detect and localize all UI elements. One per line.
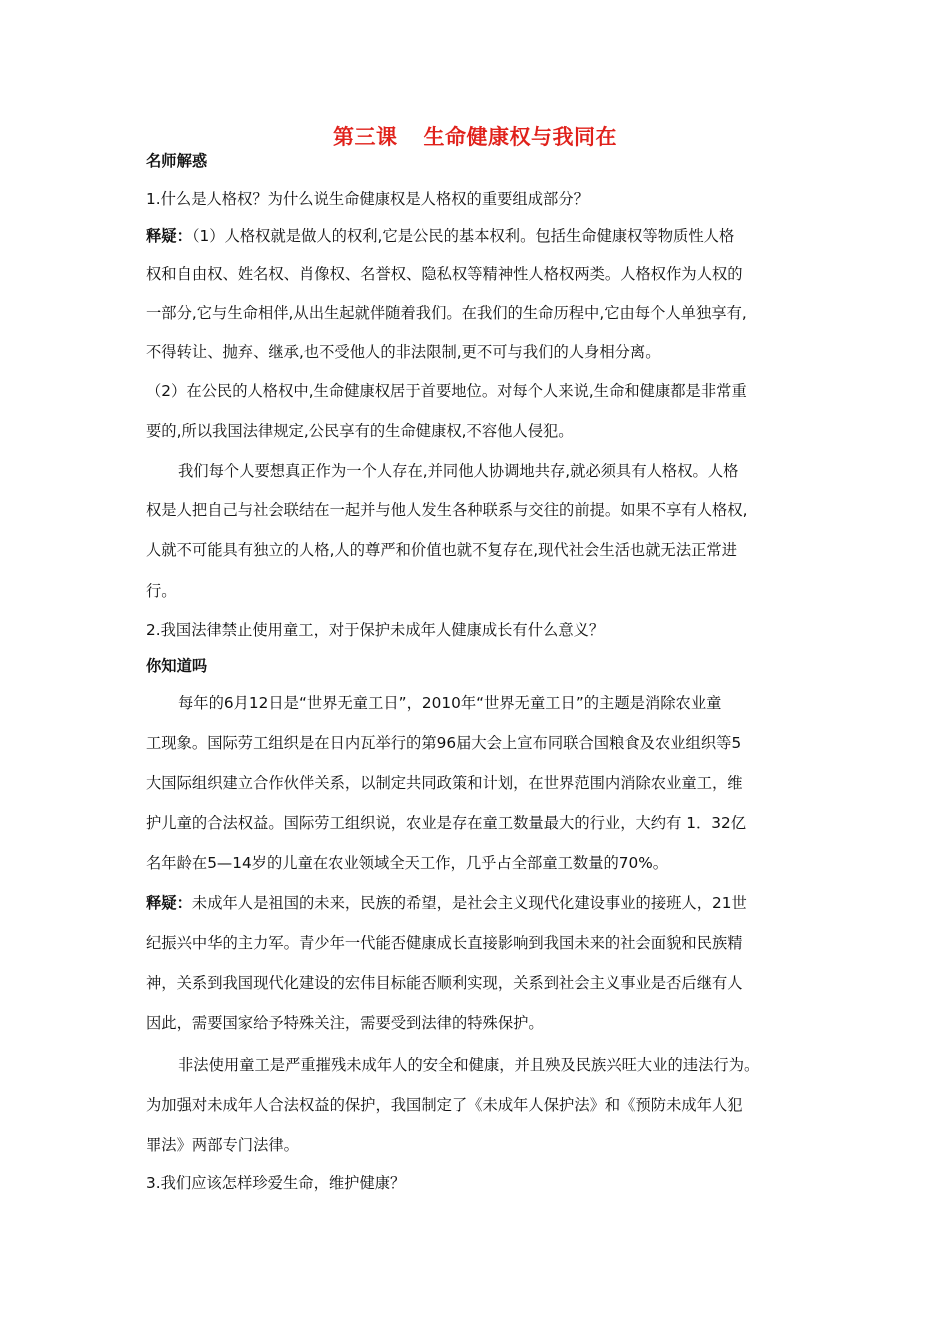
answer-2-line-1: 释疑：未成年人是祖国的未来，民族的希望，是社会主义现代化建设事业的接班人，21世 (146, 894, 747, 912)
section-heading-know: 你知道吗 (146, 657, 208, 675)
answer-1-line-9: 人就不可能具有独立的人格,人的尊严和价值也就不复存在,现代社会生活也就无法正常进 (146, 541, 738, 559)
answer-1-line-5: （2）在公民的人格权中,生命健康权居于首要地位。对每个人来说,生命和健康都是非常重 (146, 382, 747, 400)
page-title (0, 121, 950, 151)
know-line-1: 每年的6月12日是“世界无童工日”，2010年“世界无童工日”的主题是消除农业童 (178, 694, 722, 712)
question-2: 2.我国法律禁止使用童工，对于保护未成年人健康成长有什么意义？ (146, 621, 605, 639)
answer-1-line-1: 释疑：（1）人格权就是做人的权利,它是公民的基本权利。包括生命健康权等物质性人格 (146, 227, 735, 245)
title-lesson: 第三课 (333, 125, 398, 149)
question-1: 1.什么是人格权？为什么说生命健康权是人格权的重要组成部分？ (146, 190, 589, 208)
know-line-4: 护儿童的合法权益。国际劳工组织说，农业是存在童工数量最大的行业，大约有 1．32亿 (146, 814, 747, 832)
answer-1-line-6: 要的,所以我国法律规定,公民享有的生命健康权,不容他人侵犯。 (146, 422, 574, 440)
know-line-2: 工现象。国际劳工组织是在日内瓦举行的第96届大会上宣布同联合国粮食及农业组织等5 (146, 734, 742, 752)
answer-2-line-2: 纪振兴中华的主力军。青少年一代能否健康成长直接影响到我国未来的社会面貌和民族精 (146, 934, 743, 952)
answer-1-line-3: 一部分,它与生命相伴,从出生起就伴随着我们。在我们的生命历程中,它由每个人单独享有, (146, 304, 747, 322)
answer-1-line-4: 不得转让、抛弃、继承,也不受他人的非法限制,更不可与我们的人身相分离。 (146, 343, 661, 361)
know-line-3: 大国际组织建立合作伙伴关系，以制定共同政策和计划，在世界范围内消除农业童工，维 (146, 774, 743, 792)
answer-2-line-5: 非法使用童工是严重摧残未成年人的安全和健康，并且殃及民族兴旺大业的违法行为。 (178, 1056, 760, 1074)
answer-1-line-8: 权是人把自己与社会联结在一起并与他人发生各种联系与交往的前提。如果不享有人格权, (146, 501, 748, 519)
answer-1-line-2: 权和自由权、姓名权、肖像权、名誉权、隐私权等精神性人格权两类。人格权作为人权的 (146, 265, 743, 283)
answer-label: 释疑： (146, 227, 192, 245)
question-3: 3.我们应该怎样珍爱生命，维护健康？ (146, 1174, 406, 1192)
answer-1-line-7: 我们每个人要想真正作为一个人存在,并同他人协调地共存,就必须具有人格权。人格 (178, 462, 739, 480)
answer-2-line-4: 因此，需要国家给予特殊关注，需要受到法律的特殊保护。 (146, 1014, 544, 1032)
section-heading-masters: 名师解惑 (146, 152, 208, 170)
answer-2-line-6: 为加强对未成年人合法权益的保护，我国制定了《未成年人保护法》和《预防未成年人犯 (146, 1096, 743, 1114)
answer-2-line-7: 罪法》两部专门法律。 (146, 1136, 299, 1154)
know-line-5: 名年龄在5—14岁的儿童在农业领域全天工作，几乎占全部童工数量的70%。 (146, 854, 669, 872)
title-topic: 生命健康权与我同在 (423, 125, 617, 149)
answer-2-line-3: 神，关系到我国现代化建设的宏伟目标能否顺利实现，关系到社会主义事业是否后继有人 (146, 974, 743, 992)
answer-1-line-10: 行。 (146, 582, 177, 600)
answer-label: 释疑： (146, 894, 192, 912)
